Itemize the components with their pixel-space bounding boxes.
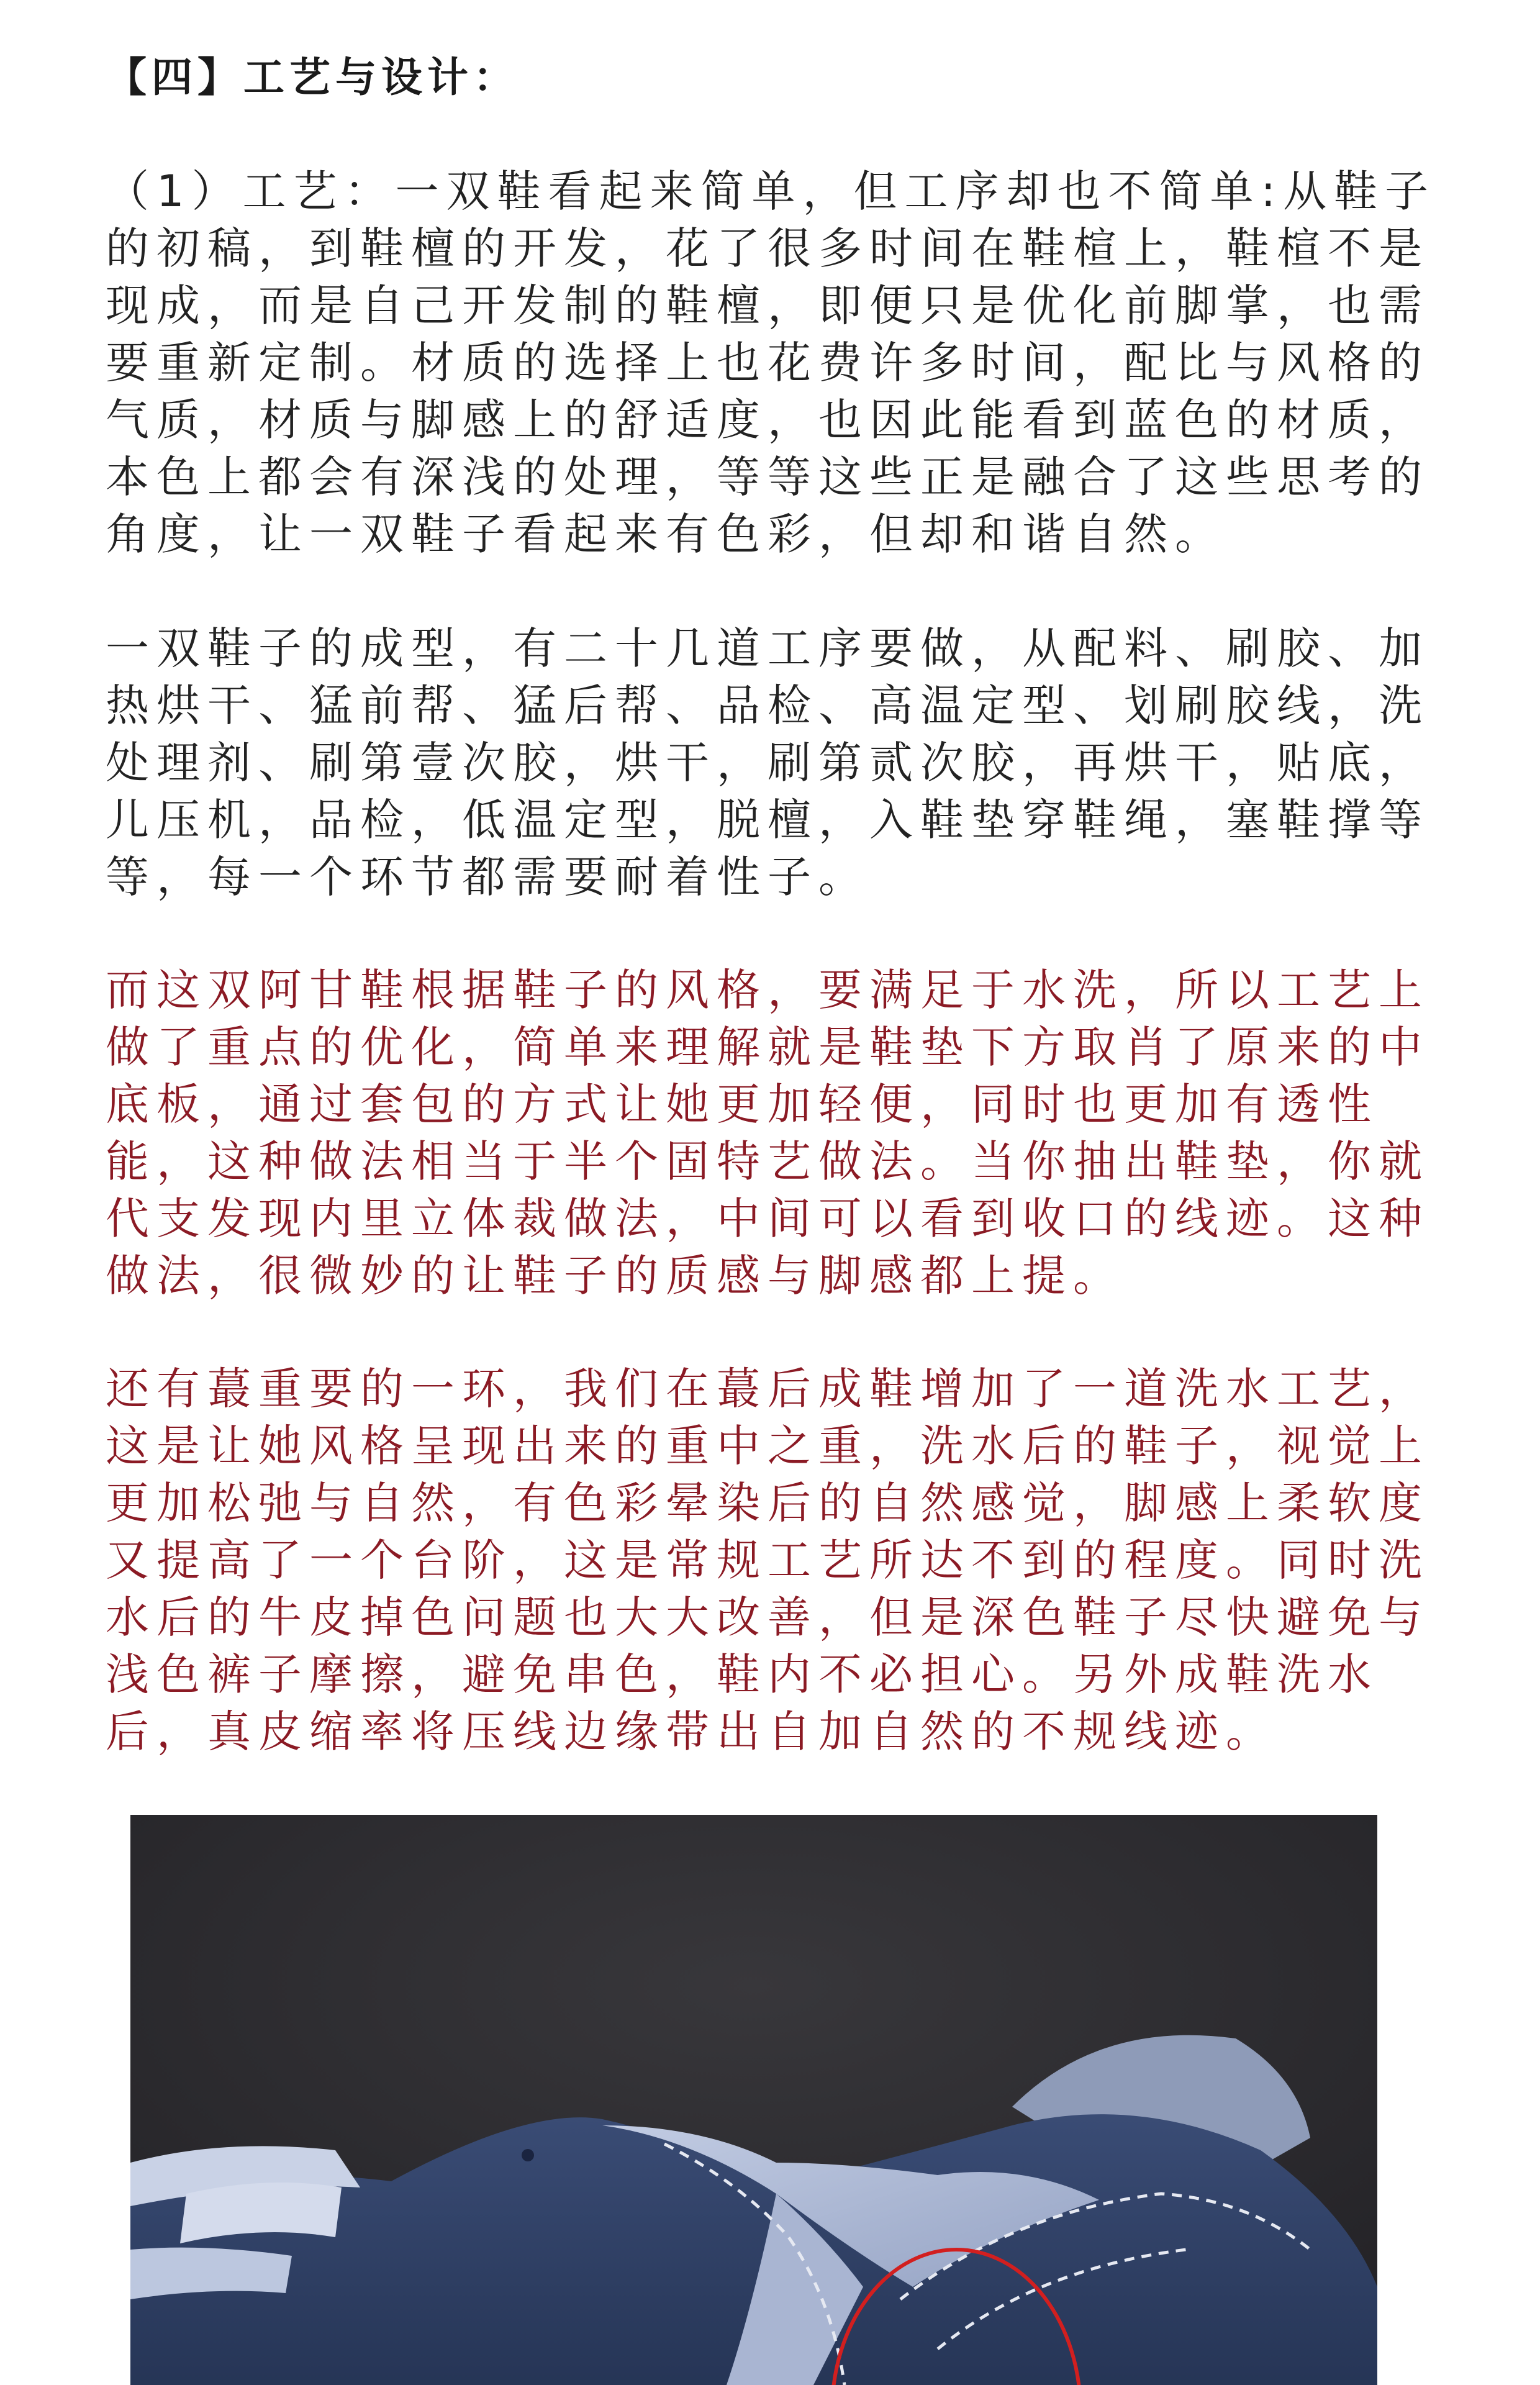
- product-photo-sneaker: [130, 1815, 1377, 2385]
- paragraph-midsole-optimization: 而这双阿甘鞋根据鞋子的风格，要满足于水洗，所以工艺上做了重点的优化，简单来理解就是鞋垫下方取肖了原来的中底板，通过套包的方式让她更加轻便，同时也更加有透性能，这种做法相当于半个固特艺做法。当你抽出鞋垫，你就代支发现内里立体裁做法，中间可以看到收口的线迹。这种做法，很微妙的让鞋子的质感与脚感都上提。: [106, 965, 1429, 1301]
- section-heading: 【四】工艺与设计：: [106, 53, 519, 101]
- paragraph-forming-steps: 一双鞋子的成型，有二十几道工序要做，从配料、刷胶、加热烘干、猛前帮、猛后帮、品检、高温定型、划刷胶线，洗处理剂、刷第壹次胶，烘干，刷第贰次胶，再烘干，贴底，儿压机，品检，低温定型，脱檀，入鞋垫穿鞋绳，塞鞋撑等等，每一个环节都需要耐着性子。: [106, 623, 1429, 902]
- paragraph-craft-intro: （1）工艺：一双鞋看起来简单，但工序却也不简单:从鞋子的初稿，到鞋檀的开发，花了很多时间在鞋楦上，鞋楦不是现成，而是自己开发制的鞋檀，即便只是优化前脚掌，也需要重新定制。材质的选择上也花费许多时间，配比与风格的气质，材质与脚感上的舒适度，也因此能看到蓝色的材质，本色上都会有深浅的处理，等等这些正是融合了这些思考的角度，让一双鞋子看起来有色彩，但却和谐自然。: [106, 166, 1436, 560]
- paragraph-wash-process: 还有蕞重要的一环，我们在蕞后成鞋增加了一道洗水工艺，这是让她风格呈现出来的重中之重，洗水后的鞋子，视觉上更加松弛与自然，有色彩晕染后的自然感觉，脚感上柔软度又提高了一个台阶，这是常规工艺所达不到的程度。同时洗水后的牛皮掉色问题也大大改善，但是深色鞋子尽快避免与浅色裤子摩擦，避免串色，鞋内不必担心。另外成鞋洗水后，真皮缩率将压线边缘带出自加自然的不规线迹。: [106, 1363, 1429, 1757]
- sneaker-illustration: [130, 1815, 1377, 2385]
- eyelet-icon: [522, 2149, 534, 2161]
